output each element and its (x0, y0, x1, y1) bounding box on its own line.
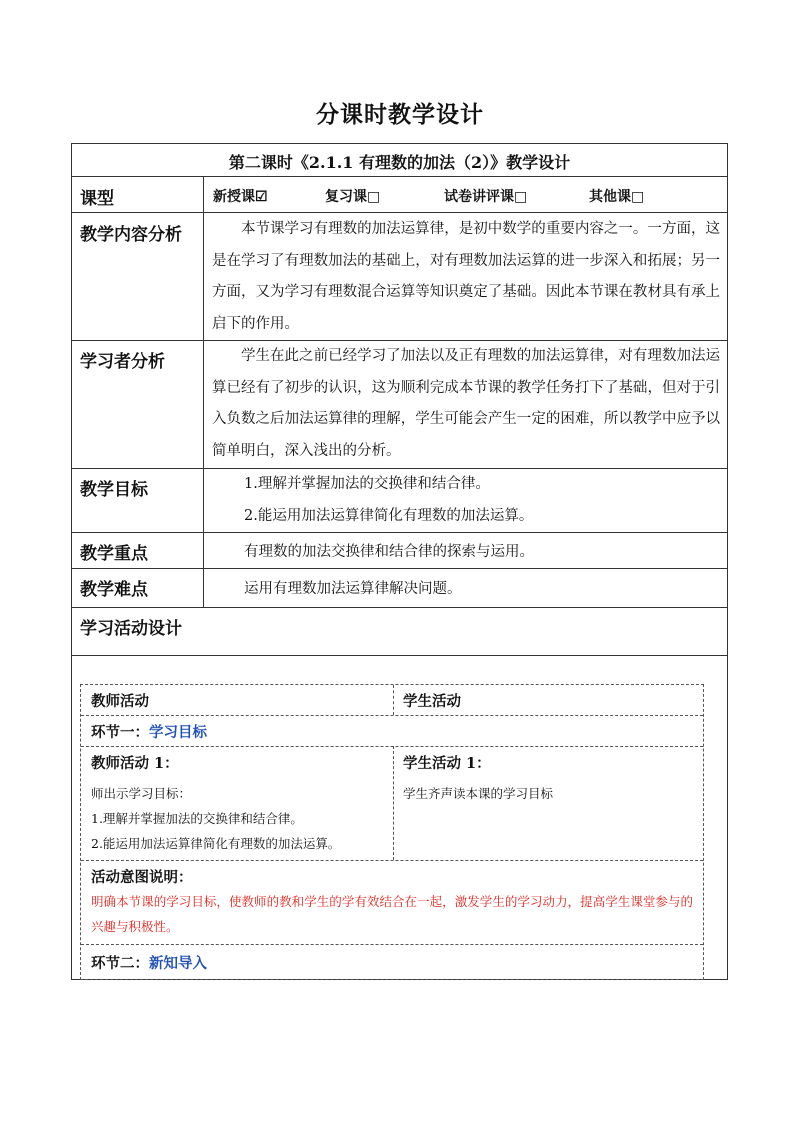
option-exam-review-lesson: 试卷讲评课□ (444, 189, 528, 205)
difficulties-text: 运用有理数加法运算律解决问题。 (244, 581, 462, 597)
teacher-activity-line: 1.理解并掌握加法的交换律和结合律。 (91, 811, 303, 826)
learner-analysis-label: 学习者分析 (80, 352, 165, 372)
row-divider (72, 532, 727, 533)
page-title: 分课时教学设计 (316, 101, 484, 128)
row-divider (72, 212, 727, 213)
row-divider (72, 607, 727, 608)
key-points-label: 教学重点 (80, 544, 148, 564)
activity-table (80, 684, 704, 980)
column-divider (203, 176, 204, 607)
option-other-lesson: 其他课□ (589, 189, 645, 205)
section-1-heading (91, 721, 207, 742)
row-divider (72, 655, 727, 656)
section-2-title: 新知导入 (149, 955, 207, 972)
activity-column-divider (393, 685, 394, 715)
learner-analysis-text: 学生在此之前已经学习了加法以及正有理数的加法运算律，对有理数加法运算已经有了初步的认识，这为顺利完成本节课的教学任务打下了基础，但对于引入负数之后加法运算律的理解，学生可能会产生一定的困难，所以教学中应予以简单明白，深入浅出的分析。 (212, 348, 720, 459)
content-analysis-label: 教学内容分析 (80, 225, 182, 245)
option-new-lesson: 新授课☑ (213, 189, 268, 205)
key-points-text: 有理数的加法交换律和结合律的探索与运用。 (244, 544, 534, 560)
activity-row-divider (81, 746, 703, 747)
objective-item: 1.理解并掌握加法的交换律和结合律。 (244, 476, 490, 492)
row-divider (72, 568, 727, 569)
student-activity-line: 学生齐声读本课的学习目标 (403, 786, 554, 801)
row-divider (72, 176, 727, 177)
intent-text: 明确本节课的学习目标，使教师的教和学生的学有效结合在一起，激发学生的学习动力，提高学生课堂参与的兴趣与积极性。 (91, 894, 693, 934)
lesson-title: 第二课时《2.1.1 有理数的加法（2）》教学设计 (228, 153, 571, 172)
intent-label: 活动意图说明： (91, 869, 193, 886)
objectives-label: 教学目标 (80, 480, 148, 500)
activity-row-divider (81, 944, 703, 945)
section-1-prefix: 环节一： (91, 724, 149, 741)
activity-column-divider (393, 746, 394, 860)
content-analysis-text: 本节课学习有理数的加法运算律，是初中数学的重要内容之一。一方面，这是在学习了有理数加法的基础上，对有理数加法运算的进一步深入和拓展；另一方面，又为学习有理数混合运算等知识奠定了基础。因此本节课在教材具有承上启下的作用。 (212, 221, 720, 332)
difficulties-label: 教学难点 (80, 580, 148, 600)
section-2-prefix: 环节二： (91, 955, 149, 972)
student-activity-1-label: 学生活动 1： (403, 755, 491, 772)
type-label: 课型 (80, 189, 114, 209)
lesson-design-table (71, 143, 728, 980)
student-activity-header: 学生活动 (403, 693, 461, 710)
activity-row-divider (81, 715, 703, 716)
teacher-activity-header: 教师活动 (91, 693, 149, 710)
teacher-activity-line: 师出示学习目标： (91, 786, 192, 801)
row-divider (72, 468, 727, 469)
option-review-lesson: 复习课□ (325, 189, 381, 205)
activity-design-label: 学习活动设计 (80, 619, 182, 639)
section-2-heading (91, 952, 207, 973)
teacher-activity-1-label: 教师活动 1： (91, 755, 179, 772)
teacher-activity-line: 2.能运用加法运算律简化有理数的加法运算。 (91, 836, 341, 851)
activity-row-divider (81, 860, 703, 861)
objective-item: 2.能运用加法运算律简化有理数的加法运算。 (244, 508, 534, 524)
section-1-title: 学习目标 (149, 724, 207, 741)
